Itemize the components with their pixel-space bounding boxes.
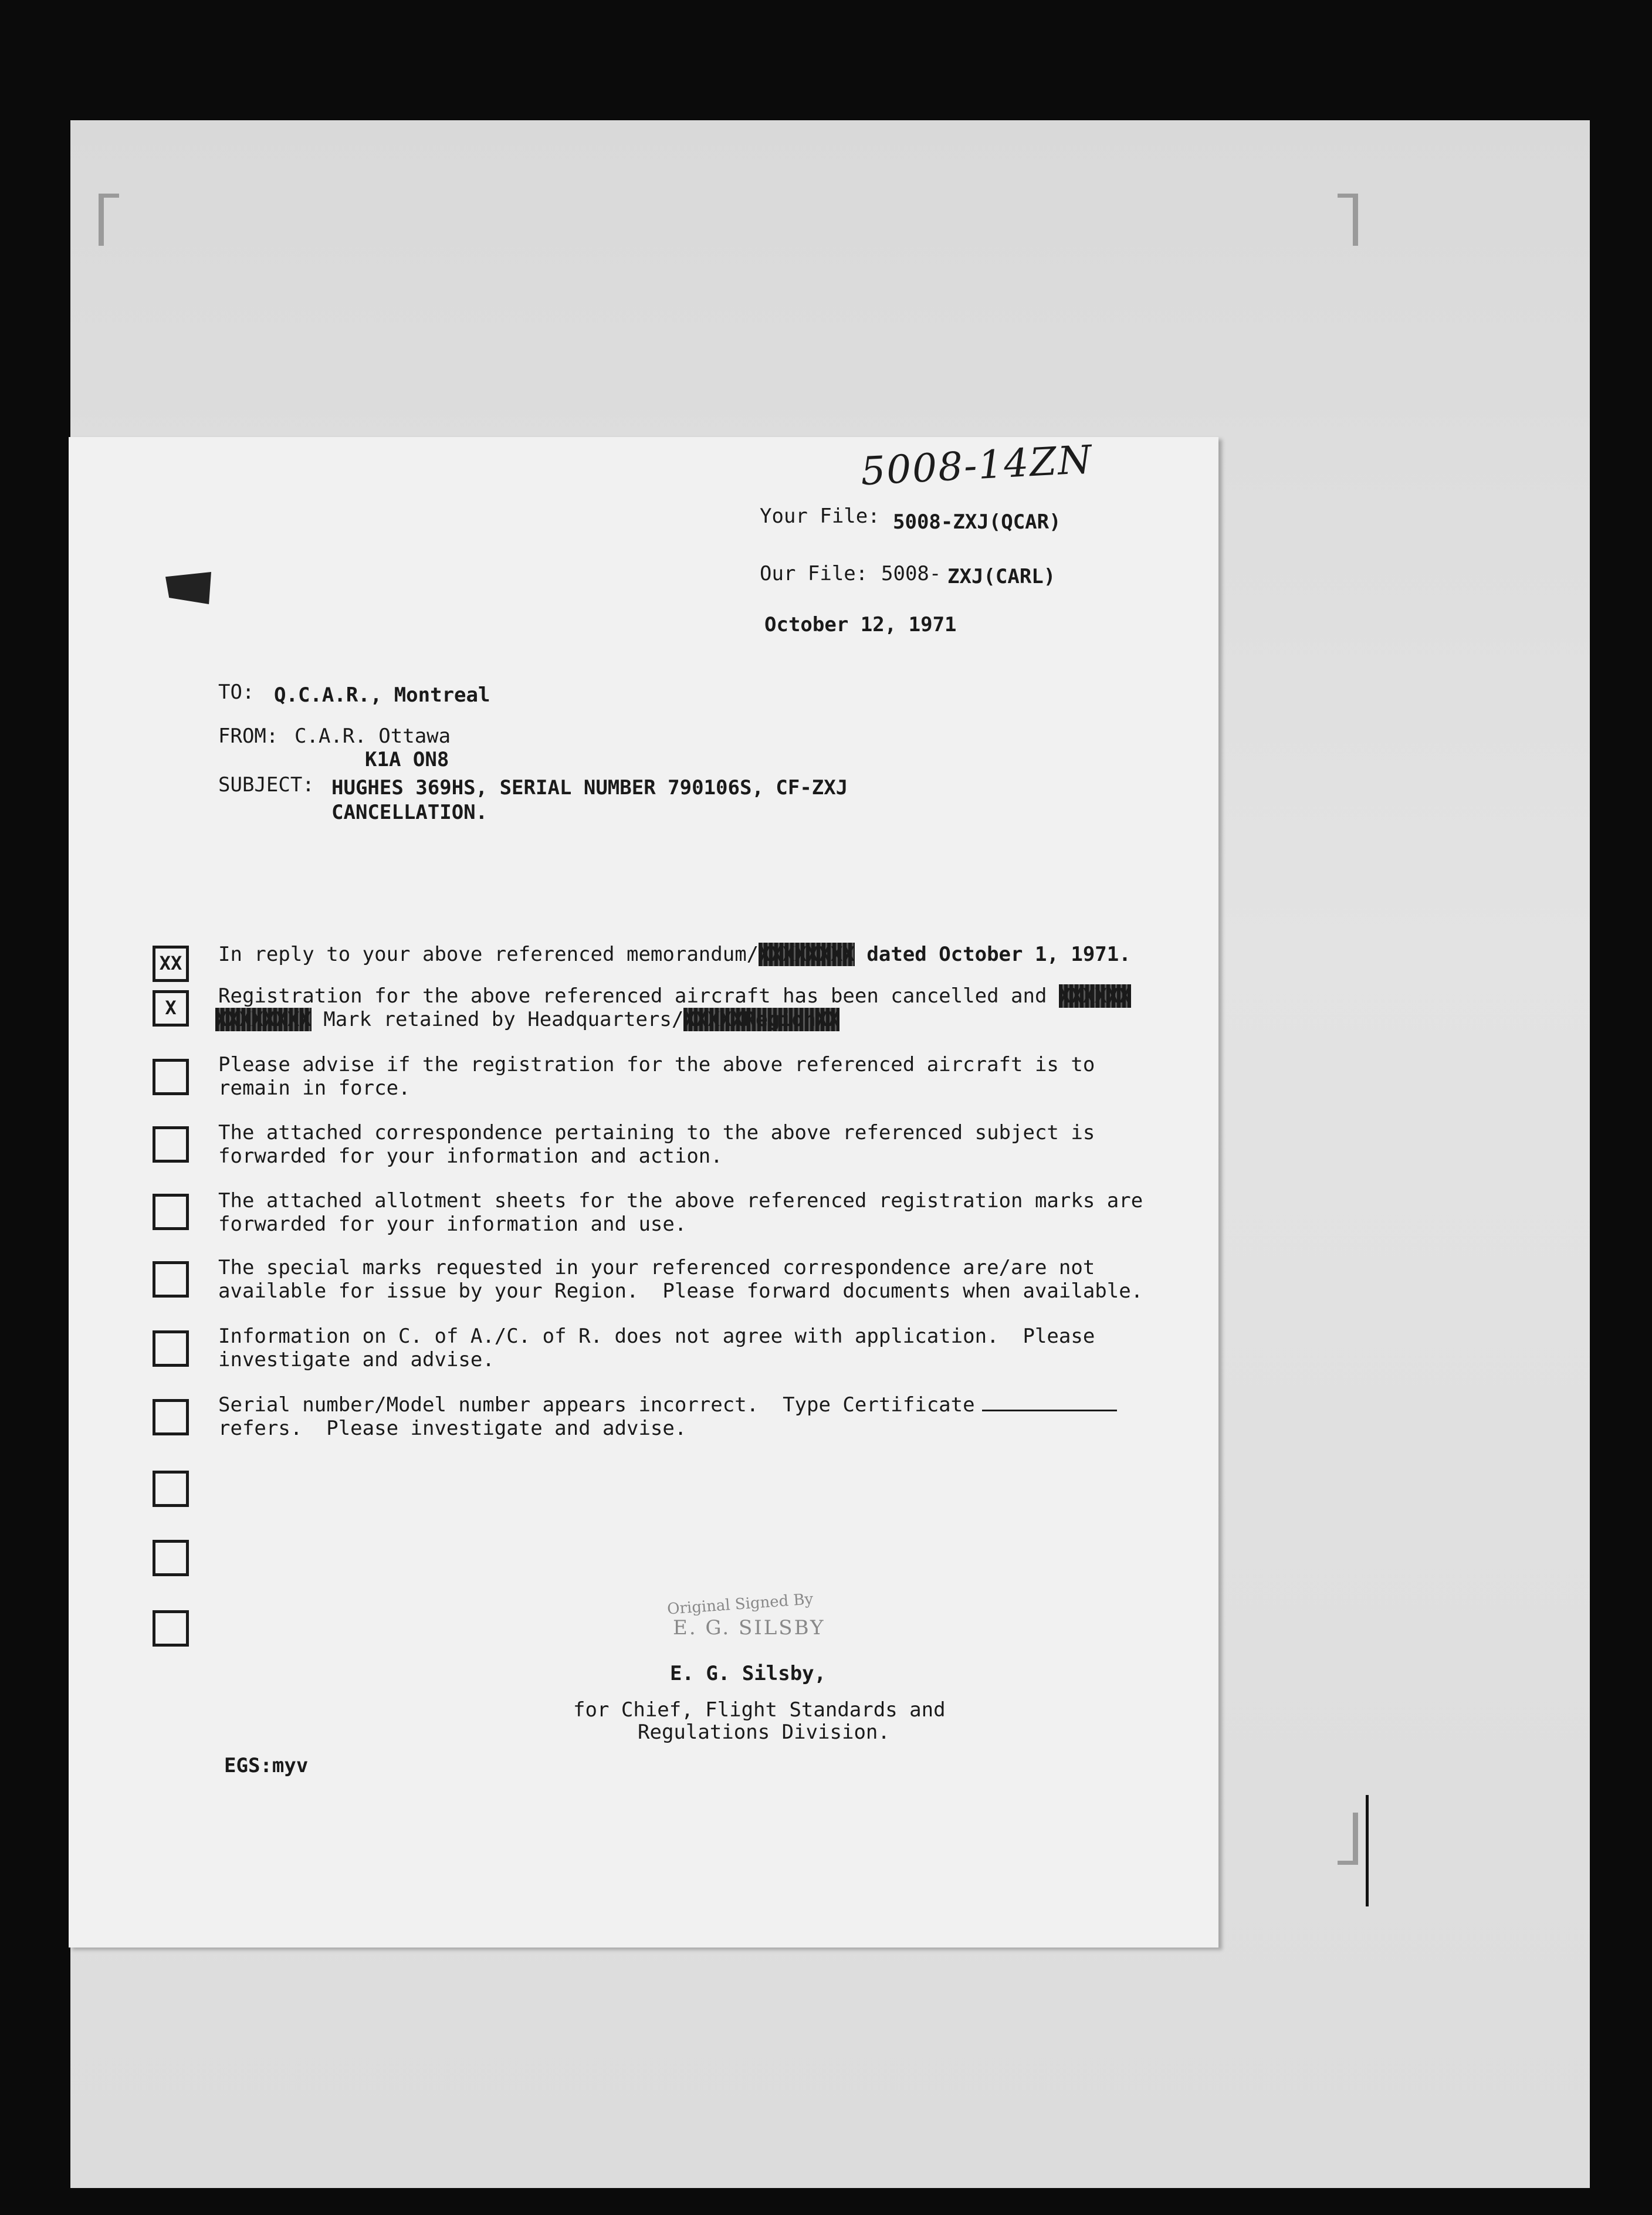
item-cancelled-line2: XXXXXXXX Mark retained by Headquarters/XXXXXRegionXX	[215, 1008, 840, 1031]
signatory-title-2: Regulations Division.	[638, 1720, 890, 1744]
to-label: TO:	[218, 680, 255, 704]
checkbox-information[interactable]	[153, 1330, 189, 1367]
item-special-marks-line1: The special marks requested in your referenced correspondence are/are not	[218, 1256, 1095, 1279]
edge-mark	[1366, 1795, 1369, 1906]
item-advise-line2: remain in force.	[218, 1076, 411, 1100]
memo-date: October 12, 1971	[764, 613, 957, 636]
item-reply-text: In reply to your above referenced memorandum/XXXXXXXX dated October 1, 1971.	[218, 943, 1131, 966]
checkbox-blank-3[interactable]	[153, 1610, 189, 1647]
handwritten-file-number: 5008-14ZN	[859, 436, 1094, 495]
subject-label: SUBJECT:	[218, 773, 314, 797]
item-information-line1: Information on C. of A./C. of R. does not agree with application. Please	[218, 1325, 1095, 1348]
from-postal-code: K1A ON8	[365, 748, 449, 771]
your-file-label: Your File:	[760, 504, 880, 528]
your-file-value: 5008-ZXJ(QCAR)	[893, 510, 1061, 534]
subject-line-2: CANCELLATION.	[331, 801, 488, 824]
from-label: FROM:	[218, 724, 279, 748]
crop-mark-bottom-right	[1338, 1813, 1358, 1865]
signatory-name: E. G. Silsby,	[670, 1662, 827, 1685]
item-serial-line2: refers. Please investigate and advise.	[218, 1417, 687, 1440]
checkbox-blank-2[interactable]	[153, 1540, 189, 1576]
signature-stamp-line-1: Original Signed By	[666, 1590, 814, 1618]
item-allotment-line2: forwarded for your information and use.	[218, 1213, 687, 1236]
checkbox-blank-1[interactable]	[153, 1471, 189, 1507]
our-file-prefix: 5008-	[881, 562, 942, 585]
crop-mark-top-right	[1338, 194, 1358, 246]
checkbox-serial-number[interactable]	[153, 1399, 189, 1435]
checkbox-cancelled[interactable]: X	[153, 990, 189, 1027]
memo-sheet	[69, 437, 1218, 1948]
struck-text: XXXXXXXX	[215, 1008, 312, 1031]
checkbox-special-marks[interactable]	[153, 1261, 189, 1298]
item-special-marks-line2: available for issue by your Region. Please forward documents when available.	[218, 1279, 1143, 1303]
checkbox-allotment[interactable]	[153, 1194, 189, 1230]
struck-text: XXXXXX	[1058, 984, 1131, 1008]
item-cancelled-text: Registration for the above referenced aircraft has been cancelled and XXXXXX	[218, 984, 1131, 1008]
our-file-label: Our File:	[760, 562, 868, 585]
item-correspondence-line1: The attached correspondence pertaining to the above referenced subject is	[218, 1121, 1095, 1144]
reference-initials: EGS:myv	[224, 1754, 309, 1777]
signature-stamp-line-2: E. G. SILSBY	[673, 1616, 825, 1640]
struck-text: XXXXXXXX	[759, 943, 855, 966]
type-certificate-blank[interactable]	[982, 1410, 1117, 1411]
item-allotment-line1: The attached allotment sheets for the above referenced registration marks are	[218, 1189, 1143, 1213]
from-value: C.A.R. Ottawa	[294, 724, 451, 748]
crop-mark-top-left	[99, 194, 119, 246]
to-value: Q.C.A.R., Montreal	[274, 683, 490, 707]
struck-text: XXXXXRegionXX	[683, 1008, 840, 1031]
item-correspondence-line2: forwarded for your information and action.	[218, 1144, 723, 1168]
checkbox-correspondence[interactable]	[153, 1126, 189, 1163]
signatory-title-1: for Chief, Flight Standards and	[573, 1698, 946, 1722]
checkbox-advise-registration[interactable]	[153, 1059, 189, 1095]
item-serial-line1: Serial number/Model number appears incorrect. Type Certificate	[218, 1393, 1117, 1417]
ink-blot	[165, 572, 211, 604]
item-advise-line1: Please advise if the registration for the above referenced aircraft is to	[218, 1053, 1095, 1076]
item-information-line2: investigate and advise.	[218, 1348, 495, 1371]
subject-line-1: HUGHES 369HS, SERIAL NUMBER 790106S, CF-ZXJ	[331, 776, 848, 800]
our-file-value: ZXJ(CARL)	[947, 565, 1056, 588]
checkbox-reply[interactable]: XX	[153, 946, 189, 982]
